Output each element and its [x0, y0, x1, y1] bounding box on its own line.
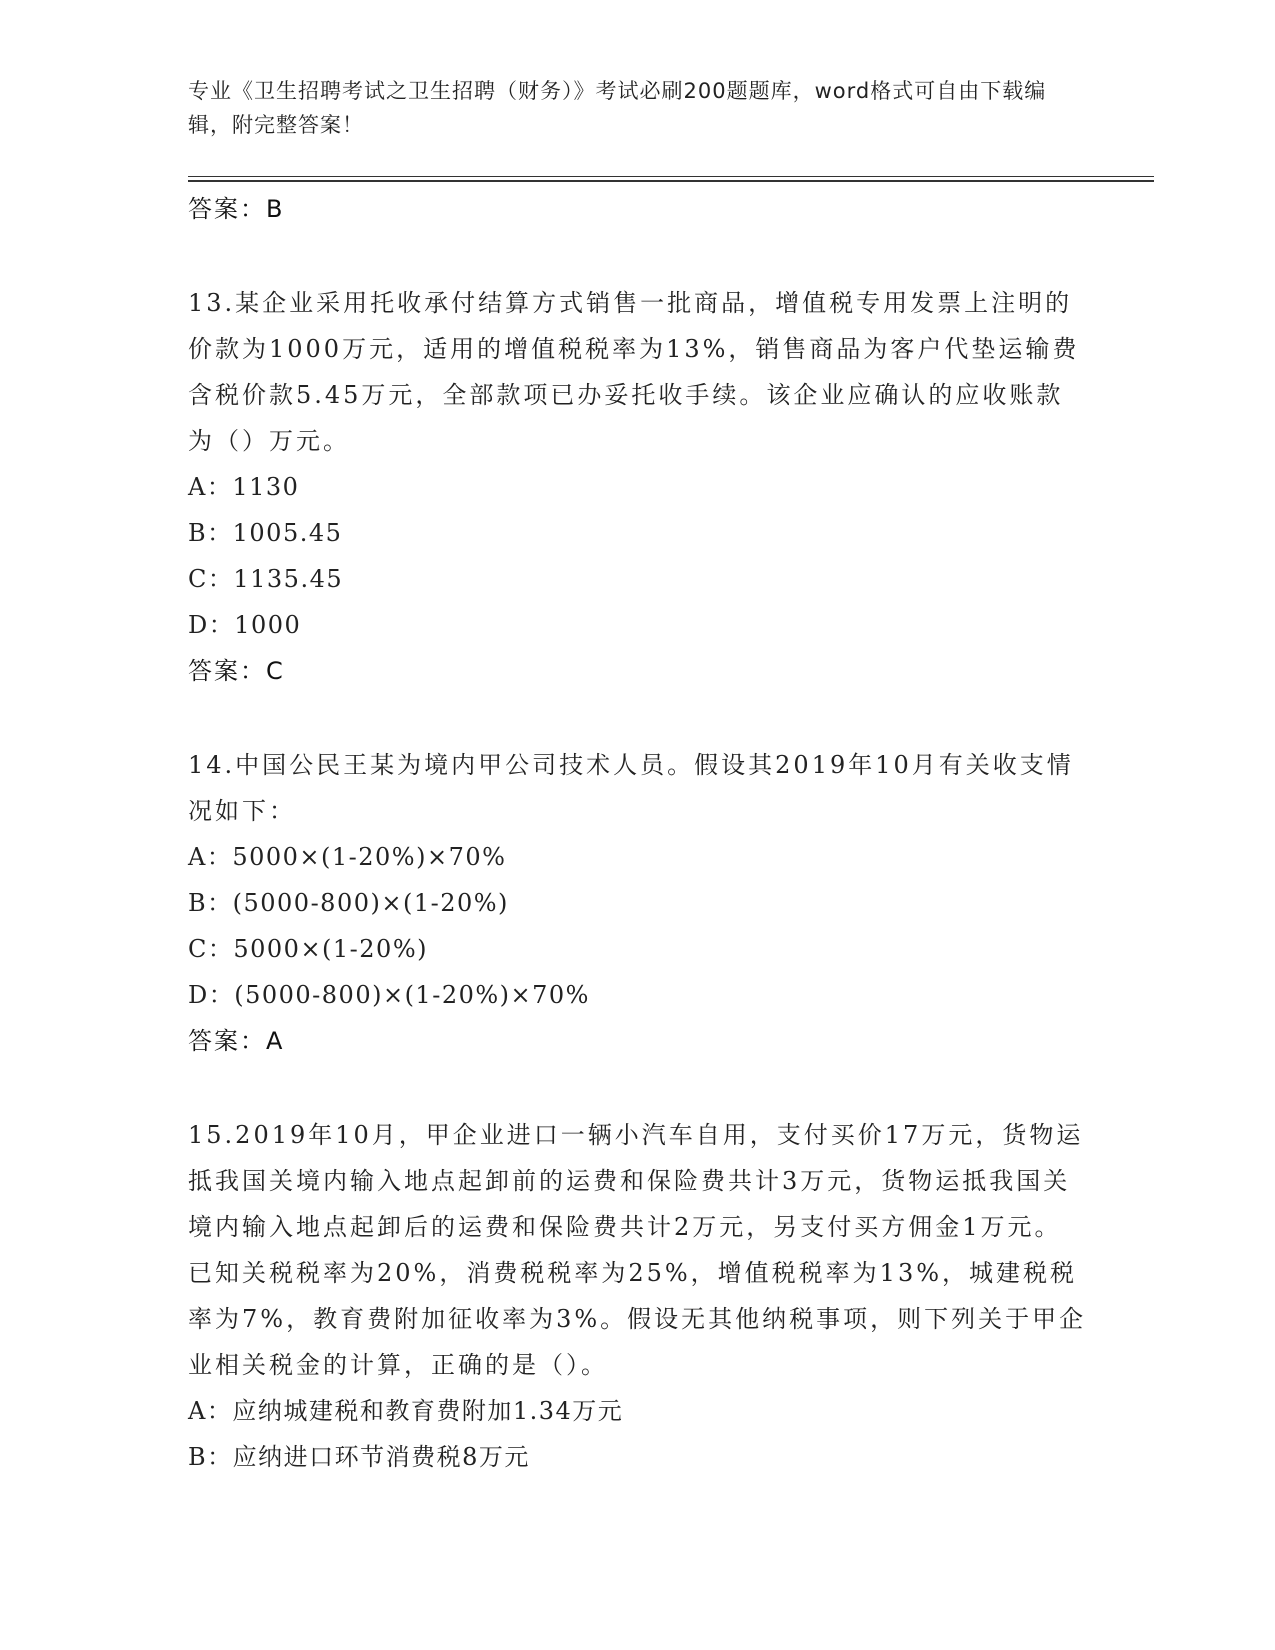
option-b: B：1005.45 — [188, 519, 343, 547]
header-divider-thick — [188, 180, 1154, 182]
option-d: D：(5000-800)×(1-20%)×70% — [188, 981, 590, 1009]
option-b: B：(5000-800)×(1-20%) — [188, 889, 509, 917]
document-body — [188, 186, 1088, 1480]
document-header: 专业《卫生招聘考试之卫生招聘（财务）》考试必刷200题题库，word格式可自由下载编辑，附完整答案！ — [188, 79, 1047, 137]
option-a: A：应纳城建税和教育费附加1.34万元 — [188, 1397, 624, 1425]
question-14 — [188, 742, 1088, 1064]
answer-line: 答案：C — [188, 657, 285, 685]
question-15 — [188, 1112, 1088, 1480]
option-b: B：应纳进口环节消费税8万元 — [188, 1443, 530, 1471]
question-text: 13.某企业采用托收承付结算方式销售一批商品，增值税专用发票上注明的价款为1000万元，适用的增值税税率为13%，销售商品为客户代垫运输费含税价款5.45万元，全部款项已办妥托收手续。该企业应确认的应收账款为（）万元。 — [188, 289, 1080, 455]
answer-line: 答案：A — [188, 1027, 285, 1055]
header-divider-thin — [188, 176, 1154, 177]
option-a: A：5000×(1-20%)×70% — [188, 843, 507, 871]
option-d: D：1000 — [188, 611, 302, 639]
question-13 — [188, 280, 1088, 694]
answer-line: 答案：B — [188, 195, 285, 223]
option-a: A：1130 — [188, 473, 300, 501]
question-text: 15.2019年10月，甲企业进口一辆小汽车自用，支付买价17万元，货物运抵我国关境内输入地点起卸前的运费和保险费共计3万元，货物运抵我国关境内输入地点起卸后的运费和保险费共计2万元，另支付买方佣金1万元。已知关税税率为20%，消费税税率为25%，增值税税率为13%，城建税税率为7%，教育费附加征收率为3%。假设无其他纳税事项，则下列关于甲企业相关税金的计算，正确的是（）。 — [188, 1121, 1087, 1379]
option-c: C：5000×(1-20%) — [188, 935, 428, 963]
option-c: C：1135.45 — [188, 565, 344, 593]
question-text: 14.中国公民王某为境内甲公司技术人员。假设其2019年10月有关收支情况如下： — [188, 751, 1074, 825]
